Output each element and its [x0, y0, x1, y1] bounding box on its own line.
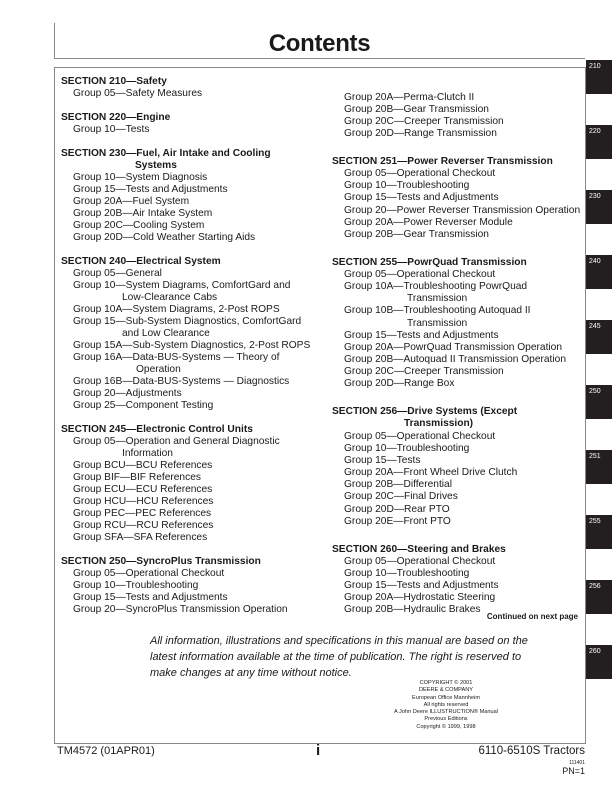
group-entry[interactable]: Group 20B—Hydraulic Brakes — [344, 604, 481, 616]
group-entry[interactable]: Group 05—Operational Checkout — [73, 568, 225, 579]
group-entry[interactable]: Group 20—Adjustments — [73, 388, 182, 399]
group-entry[interactable]: Group BCU—BCU References — [73, 460, 213, 471]
section-tab-240[interactable]: 240 — [586, 255, 612, 289]
group-entry[interactable]: Group 05—Operational Checkout — [344, 167, 496, 179]
section-tab-260[interactable]: 260 — [586, 645, 612, 679]
group-entry[interactable]: Group 20C—Cooling System — [73, 220, 205, 231]
group-entry[interactable]: Group HCU—HCU References — [73, 496, 214, 507]
group-entry[interactable]: Group 20C—Final Drives — [344, 491, 458, 503]
section-heading[interactable]: SECTION 255—PowrQuad Transmission — [332, 256, 527, 268]
group-entry[interactable]: Group BIF—BIF References — [73, 472, 201, 483]
section-heading[interactable]: SECTION 240—Electrical System — [61, 256, 221, 267]
page-number: i — [316, 742, 321, 759]
copyright-line: Copyright © 1999, 1998 — [416, 723, 476, 730]
group-entry[interactable]: Group PEC—PEC References — [73, 508, 212, 519]
group-entry[interactable]: Group 15—Tests and Adjustments — [344, 580, 499, 592]
group-entry[interactable]: Group 15A—Sub-System Diagnostics, 2-Post ROPS — [73, 340, 311, 351]
group-entry[interactable]: Group 10—Troubleshooting — [344, 180, 470, 192]
group-entry[interactable]: Group 10—Troubleshooting — [344, 442, 470, 454]
contents-left-column — [61, 76, 326, 616]
publication-notice: All information, illustrations and specifications in this manual are based on the latest information available at the time of publication. The right is reserved to make changes at any time without notice. — [150, 635, 528, 679]
group-entry[interactable]: Group 20B—Gear Transmission — [344, 228, 489, 240]
group-entry[interactable]: Group 20D—Range Box — [344, 378, 455, 390]
footer-code: 111401 — [569, 760, 585, 766]
section-heading[interactable]: SECTION 251—Power Reverser Transmission — [332, 155, 553, 167]
group-entry[interactable]: Group 05—Operation and General Diagnostic — [73, 436, 280, 447]
section-heading[interactable]: SECTION 260—Steering and Brakes — [332, 543, 506, 555]
group-entry[interactable]: Group ECU—ECU References — [73, 484, 213, 495]
group-entry[interactable]: Group 05—Operational Checkout — [344, 555, 496, 567]
group-entry[interactable]: Group 10—System Diagrams, ComfortGard and — [73, 280, 291, 291]
group-entry[interactable]: Group 10—Troubleshooting — [344, 567, 470, 579]
group-entry[interactable]: Group 20A—Hydrostatic Steering — [344, 592, 496, 604]
group-entry[interactable]: Group 20A—Fuel System — [73, 196, 190, 207]
copyright-line: European Office Mannheim — [412, 694, 480, 701]
group-entry[interactable]: Group RCU—RCU References — [73, 520, 214, 531]
group-entry[interactable]: Group 16B—Data-BUS-Systems — Diagnostics — [73, 376, 290, 387]
group-entry-continuation[interactable]: Low-Clearance Cabs — [122, 292, 218, 303]
section-heading[interactable]: SECTION 230—Fuel, Air Intake and Cooling — [61, 148, 271, 159]
group-entry[interactable]: Group 20D—Range Transmission — [344, 128, 497, 140]
section-tab-245[interactable]: 245 — [586, 320, 612, 354]
copyright-line: Previous Editions — [424, 716, 468, 723]
section-block — [332, 406, 582, 528]
group-entry[interactable]: Group 20B—Differential — [344, 479, 452, 491]
section-tab-255[interactable]: 255 — [586, 515, 612, 549]
section-block — [332, 156, 582, 241]
group-entry[interactable]: Group 05—Operational Checkout — [344, 268, 496, 280]
group-entry[interactable]: Group 20E—Front PTO — [344, 515, 451, 527]
copyright-line: DEERE & COMPANY — [419, 687, 473, 694]
section-block — [332, 544, 582, 617]
group-entry[interactable]: Group 10—Tests — [73, 124, 150, 135]
manual-id: TM4572 (01APR01) — [57, 745, 155, 757]
section-tab-230[interactable]: 230 — [586, 190, 612, 224]
section-block — [61, 256, 326, 412]
frame-left-rule — [54, 67, 55, 743]
group-entry[interactable]: Group 15—Tests and Adjustments — [73, 592, 228, 603]
section-block — [61, 556, 326, 616]
copyright-block — [376, 680, 516, 731]
section-block — [61, 76, 326, 100]
copyright-line: All rights reserved — [423, 701, 469, 708]
continued-note: Continued on next page — [486, 612, 578, 621]
group-entry[interactable]: Group 20—SyncroPlus Transmission Operation — [73, 604, 288, 615]
group-entry[interactable]: Group 15—Tests and Adjustments — [73, 184, 228, 195]
group-entry[interactable]: Group 20A—Front Wheel Drive Clutch — [344, 467, 518, 479]
group-entry[interactable]: Group 20B—Air Intake System — [73, 208, 213, 219]
group-entry[interactable]: Group 05—General — [73, 268, 162, 279]
group-entry[interactable]: Group 25—Component Testing — [73, 400, 214, 411]
group-entry[interactable]: Group 15—Tests — [344, 454, 421, 466]
section-heading[interactable]: SECTION 256—Drive Systems (Except — [332, 406, 518, 418]
title-box-bottom-rule — [54, 58, 585, 59]
group-entry-continuation[interactable]: Transmission — [407, 293, 468, 305]
group-entry[interactable]: Group 20—Power Reverser Transmission Operation — [344, 204, 581, 216]
section-heading[interactable]: SECTION 220—Engine — [61, 112, 171, 123]
section-block — [61, 424, 326, 544]
group-entry[interactable]: Group 15—Tests and Adjustments — [344, 329, 499, 341]
frame-top-rule — [54, 67, 586, 68]
group-entry[interactable]: Group 20C—Creeper Transmission — [344, 366, 504, 378]
group-entry[interactable]: Group 10—Troubleshooting — [73, 580, 199, 591]
group-entry-continuation[interactable]: Information — [122, 448, 173, 459]
section-tab-256[interactable]: 256 — [586, 580, 612, 614]
section-heading-continuation[interactable]: Transmission) — [404, 418, 474, 430]
section-tab-220[interactable]: 220 — [586, 125, 612, 159]
group-entry[interactable]: Group 16A—Data-BUS-Systems — Theory of — [73, 352, 280, 363]
group-entry-continuation[interactable]: and Low Clearance — [122, 328, 210, 339]
group-entry[interactable]: Group 20A—Perma-Clutch II — [344, 91, 475, 103]
copyright-line: COPYRIGHT © 2001 — [419, 680, 473, 686]
group-entry[interactable]: Group 15—Sub-System Diagnostics, ComfortGard — [73, 316, 302, 327]
section-tab-251[interactable]: 251 — [586, 450, 612, 484]
group-entry-continuation[interactable]: Transmission — [407, 317, 468, 329]
page-title: Contents — [268, 30, 371, 57]
group-entry[interactable]: Group 20A—PowrQuad Transmission Operation — [344, 341, 563, 353]
section-heading[interactable]: SECTION 210—Safety — [61, 76, 167, 87]
section-block — [61, 148, 326, 244]
group-entry[interactable]: Group SFA—SFA References — [73, 532, 208, 543]
group-entry[interactable]: Group 10B—Troubleshooting Autoquad II — [344, 305, 531, 317]
group-entry[interactable]: Group 15—Tests and Adjustments — [344, 192, 499, 204]
group-entry[interactable]: Group 20B—Gear Transmission — [344, 103, 489, 115]
group-entry[interactable]: Group 20C—Creeper Transmission — [344, 115, 504, 127]
group-entry[interactable]: Group 10—System Diagnosis — [73, 172, 208, 183]
section-heading[interactable]: SECTION 250—SyncroPlus Transmission — [61, 556, 261, 567]
group-entry[interactable]: Group 20D—Cold Weather Starting Aids — [73, 232, 256, 243]
group-entry[interactable]: Group 05—Operational Checkout — [344, 430, 496, 442]
group-entry[interactable]: Group 10A—Troubleshooting PowrQuad — [344, 280, 528, 292]
copyright-line: A John Deere ILLUSTRUCTION® Manual — [394, 709, 498, 716]
section-heading[interactable]: SECTION 245—Electronic Control Units — [61, 424, 253, 435]
section-block — [332, 257, 582, 391]
section-block — [332, 92, 582, 141]
group-entry-continuation[interactable]: Operation — [136, 364, 181, 375]
section-heading-continuation[interactable]: Systems — [135, 160, 177, 171]
group-entry[interactable]: Group 10A—System Diagrams, 2-Post ROPS — [73, 304, 280, 315]
contents-right-column — [332, 76, 582, 617]
model-name: 6110-6510S Tractors — [478, 745, 585, 757]
group-entry[interactable]: Group 20B—Autoquad II Transmission Operation — [344, 354, 566, 366]
page-pn: PN=1 — [562, 766, 585, 776]
group-entry[interactable]: Group 20A—Power Reverser Module — [344, 216, 513, 228]
section-block — [61, 112, 326, 136]
section-tab-250[interactable]: 250 — [586, 385, 612, 419]
group-entry[interactable]: Group 05—Safety Measures — [73, 88, 203, 99]
group-entry[interactable]: Group 20D—Rear PTO — [344, 503, 450, 515]
section-tab-210[interactable]: 210 — [586, 60, 612, 94]
